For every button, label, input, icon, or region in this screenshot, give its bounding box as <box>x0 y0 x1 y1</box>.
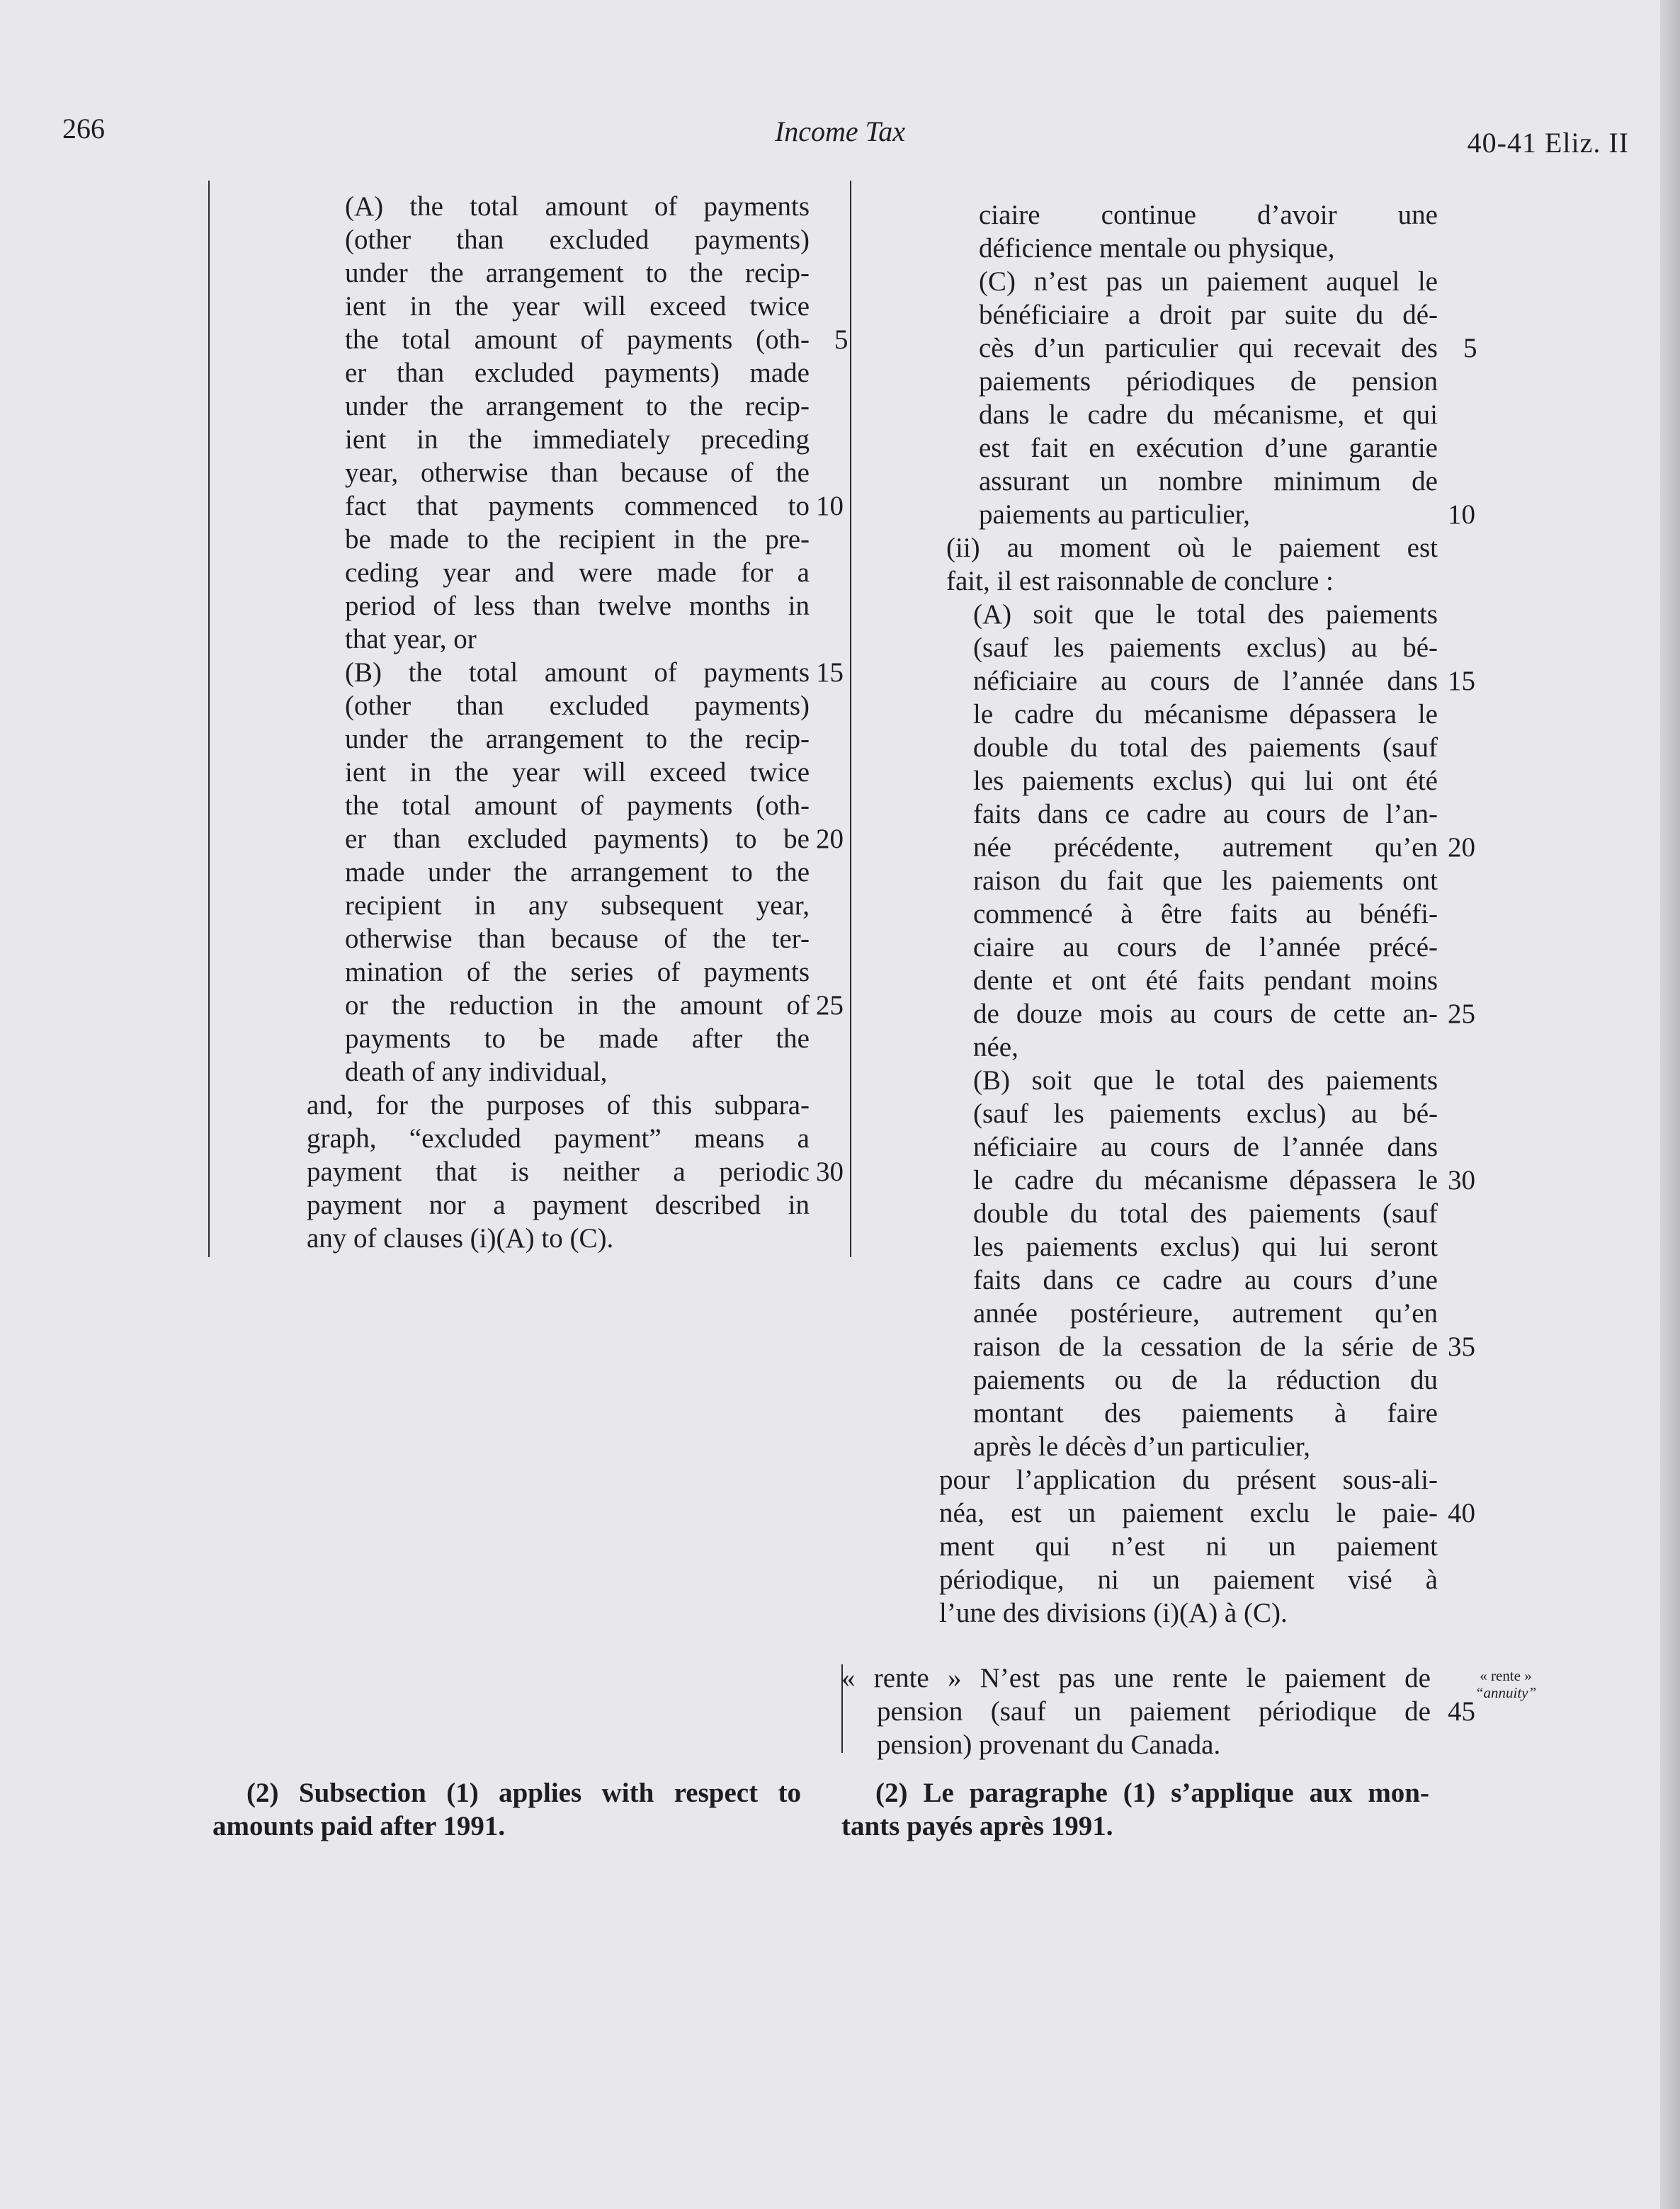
text-line: under the arrangement to the recip- <box>345 391 810 421</box>
text-line: néa, est un paiement exclu le paie- <box>939 1498 1438 1528</box>
text-line: année postérieure, autrement qu’en <box>973 1298 1438 1329</box>
text-line: any of clauses (i)(A) to (C). <box>307 1223 614 1254</box>
subsection-2-english: amounts paid after 1991. <box>212 1811 506 1841</box>
text-line: double du total des paiements (sauf <box>973 1198 1438 1229</box>
line-number: 25 <box>1448 999 1475 1029</box>
english-left-rule <box>208 181 210 1257</box>
line-number: 25 <box>816 990 844 1021</box>
line-number: 35 <box>1448 1331 1475 1362</box>
margin-note-term: « rente » <box>1480 1667 1532 1684</box>
text-line: payments to be made after the <box>345 1023 810 1054</box>
line-number: 10 <box>1448 499 1475 530</box>
text-line: le cadre du mécanisme dépassera le <box>973 1165 1438 1196</box>
text-line: year, otherwise than because of the <box>345 458 810 488</box>
text-line: faits dans ce cadre au cours de l’an- <box>973 799 1438 829</box>
text-line: ient in the year will exceed twice <box>345 757 810 788</box>
text-line: and, for the purposes of this subpara- <box>307 1090 810 1120</box>
text-line: (ii) au moment où le paiement est <box>946 533 1438 563</box>
text-line: death of any individual, <box>345 1057 608 1087</box>
text-line: paiements au particulier, <box>979 499 1250 530</box>
text-line: under the arrangement to the recip- <box>345 724 810 754</box>
text-line: néficiaire au cours de l’année dans <box>973 666 1438 696</box>
text-line: fait, il est raisonnable de conclure : <box>946 566 1334 596</box>
text-line: dente et ont été faits pendant moins <box>973 965 1438 996</box>
text-line: (B) the total amount of payments <box>345 657 810 688</box>
rente-definition-line: « rente » N’est pas une rente le paiement de <box>841 1663 1431 1693</box>
subsection-2-french: tants payés après 1991. <box>841 1811 1113 1841</box>
text-line: pour l’application du présent sous-ali- <box>939 1465 1438 1495</box>
line-number: 30 <box>1448 1165 1475 1196</box>
text-line: otherwise than because of the ter- <box>345 924 810 954</box>
line-number: 20 <box>816 824 844 854</box>
rente-definition-line: pension (sauf un paiement périodique de <box>877 1696 1431 1727</box>
text-line: payment nor a payment described in <box>307 1190 810 1220</box>
text-line: cès d’un particulier qui recevait des <box>979 333 1438 363</box>
text-line: (B) soit que le total des paiements <box>973 1065 1438 1096</box>
text-line: ment qui n’est ni un paiement <box>939 1531 1438 1562</box>
regnal-year: 40-41 Eliz. II <box>1467 127 1629 159</box>
text-line: that year, or <box>345 624 477 654</box>
text-line: le cadre du mécanisme dépassera le <box>973 699 1438 729</box>
line-number: 5 <box>1463 333 1477 363</box>
line-number: 40 <box>1448 1498 1475 1528</box>
text-line: er than excluded payments) made <box>345 358 810 388</box>
text-line: (other than excluded payments) <box>345 691 810 721</box>
text-line: ient in the immediately preceding <box>345 424 810 455</box>
text-line: ciaire continue d’avoir une <box>979 200 1438 230</box>
page-number: 266 <box>62 113 105 144</box>
text-line: paiements périodiques de pension <box>979 366 1438 397</box>
text-line: ient in the year will exceed twice <box>345 291 810 322</box>
line-number: 20 <box>1448 832 1475 863</box>
text-line: née précédente, autrement qu’en <box>973 832 1438 863</box>
text-line: montant des paiements à faire <box>973 1398 1438 1429</box>
text-line: raison du fait que les paiements ont <box>973 865 1438 896</box>
page-edge <box>1660 0 1680 2209</box>
text-line: graph, “excluded payment” means a <box>307 1123 810 1154</box>
text-line: après le décès d’un particulier, <box>973 1431 1310 1462</box>
text-line: dans le cadre du mécanisme, et qui <box>979 399 1438 430</box>
text-line: faits dans ce cadre au cours d’une <box>973 1265 1438 1295</box>
text-line: de douze mois au cours de cette an- <box>973 999 1438 1029</box>
text-line: (sauf les paiements exclus) au bé- <box>973 632 1438 663</box>
text-line: est fait en exécution d’une garantie <box>979 433 1438 463</box>
column-divider-rule <box>850 181 851 1257</box>
text-line: commencé à être faits au bénéfi- <box>973 899 1438 929</box>
line-number: 15 <box>816 657 844 688</box>
text-line: the total amount of payments (oth- <box>345 790 810 821</box>
text-line: née, <box>973 1032 1018 1062</box>
margin-note-english: “annuity” <box>1475 1684 1537 1701</box>
line-number: 30 <box>816 1157 844 1187</box>
line-number: 15 <box>1448 666 1475 696</box>
text-line: (A) the total amount of payments <box>345 191 810 222</box>
text-line: made under the arrangement to the <box>345 857 810 887</box>
text-line: (sauf les paiements exclus) au bé- <box>973 1098 1438 1129</box>
text-line: paiements ou de la réduction du <box>973 1365 1438 1395</box>
text-line: payment that is neither a periodic <box>307 1157 810 1187</box>
line-number: 5 <box>834 324 848 355</box>
text-line: ciaire au cours de l’année précé- <box>973 932 1438 962</box>
text-line: er than excluded payments) to be <box>345 824 810 854</box>
line-number: 45 <box>1448 1696 1475 1727</box>
text-line: or the reduction in the amount of <box>345 990 810 1021</box>
text-line: périodique, ni un paiement visé à <box>939 1565 1438 1595</box>
text-line: (C) n’est pas un paiement auquel le <box>979 266 1438 297</box>
line-number: 10 <box>816 491 844 521</box>
running-title: Income Tax <box>774 115 906 147</box>
text-line: l’une des divisions (i)(A) à (C). <box>939 1598 1288 1628</box>
text-line: double du total des paiements (sauf <box>973 732 1438 763</box>
text-line: déficience mentale ou physique, <box>979 233 1335 263</box>
text-line: mination of the series of payments <box>345 957 810 987</box>
text-line: néficiaire au cours de l’année dans <box>973 1132 1438 1162</box>
text-line: assurant un nombre minimum de <box>979 466 1438 496</box>
rente-definition-line: pension) provenant du Canada. <box>877 1730 1221 1760</box>
text-line: the total amount of payments (oth- <box>345 324 810 355</box>
text-line: ceding year and were made for a <box>345 557 810 588</box>
subsection-2-english: (2) Subsection (1) applies with respect to <box>246 1778 801 1808</box>
text-line: recipient in any subsequent year, <box>345 890 810 921</box>
text-line: (other than excluded payments) <box>345 225 810 255</box>
text-line: les paiements exclus) qui lui seront <box>973 1232 1438 1262</box>
text-line: fact that payments commenced to <box>345 491 810 521</box>
subsection-2-french: (2) Le paragraphe (1) s’applique aux mon- <box>875 1778 1429 1808</box>
margin-note <box>1463 1667 1548 1701</box>
text-line: raison de la cessation de la série de <box>973 1331 1438 1362</box>
text-line: be made to the recipient in the pre- <box>345 524 810 555</box>
text-line: period of less than twelve months in <box>345 591 810 621</box>
text-line: under the arrangement to the recip- <box>345 258 810 288</box>
text-line: bénéficiaire a droit par suite du dé- <box>979 300 1438 330</box>
text-line: les paiements exclus) qui lui ont été <box>973 766 1438 796</box>
text-line: (A) soit que le total des paiements <box>973 599 1438 630</box>
